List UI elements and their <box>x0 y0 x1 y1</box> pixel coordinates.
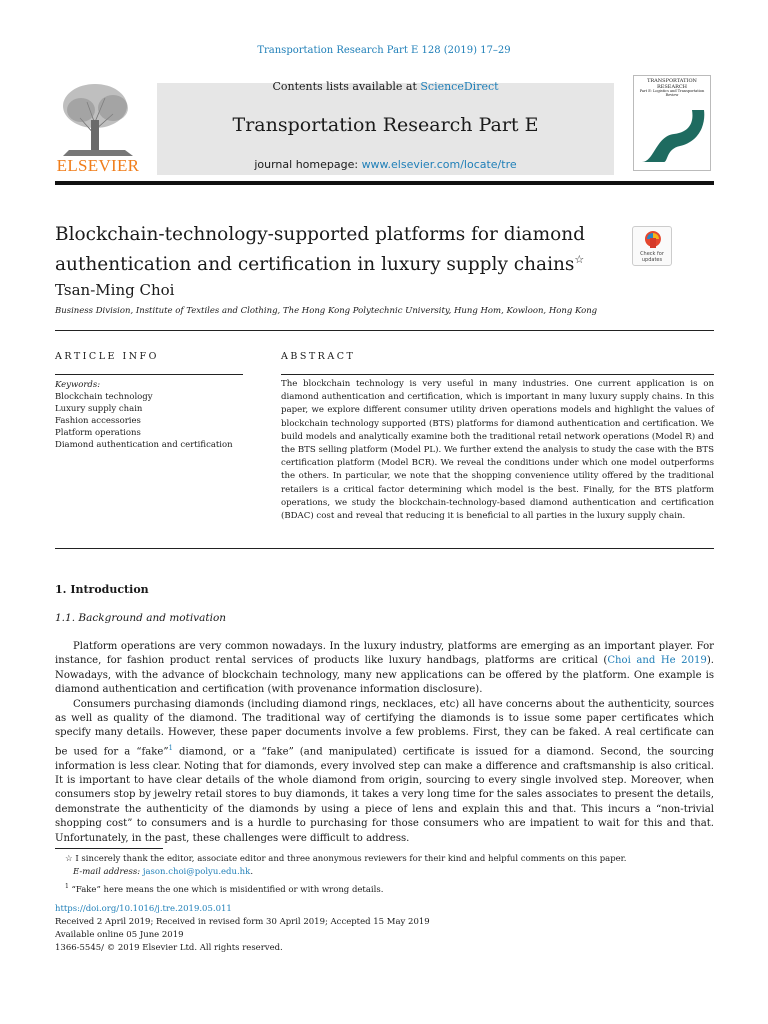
email-link[interactable]: jason.choi@polyu.edu.hk <box>142 867 251 878</box>
journal-title: Transportation Research Part E <box>232 114 539 136</box>
email-end: . <box>250 867 254 878</box>
paragraph-text: ). Nowadays, with the advance of blockchain technology, many new applications can be offered by the platform. One example is diamond authentication and certification (with provenance information disclosure). <box>55 655 714 696</box>
footnote-text: “Fake” here means the one which is misidentified or with wrong details. <box>68 884 384 895</box>
section-heading: 1. Introduction <box>55 583 149 596</box>
keyword-item: Luxury supply chain <box>55 404 143 414</box>
sciencedirect-link[interactable]: ScienceDirect <box>420 80 499 93</box>
cover-subtitle-text: Part E: Logistics and Transportation Review <box>639 89 705 97</box>
abstract-rule <box>281 374 714 375</box>
contents-prefix: Contents lists available at <box>272 80 421 93</box>
cover-title-text: TRANSPORTATION RESEARCH <box>647 78 697 90</box>
footnote-mark: 1 <box>65 882 69 890</box>
publisher-name: ELSEVIER <box>56 156 140 175</box>
paragraph-text: Platform operations are very common nowadays. In the luxury industry, platforms are emerging as an important player. For instance, for fashion product rental services of products like luxury handbags, platforms are critical ( <box>55 641 714 667</box>
paragraph-text: Consumers purchasing diamonds (including diamond rings, necklaces, etc) all have concerns about the authenticity, sources as well as quality of the diamond. The traditional way of certifying the diamonds is to issue some paper certificates which specify many details. However, these paper documents involve a few problems. First, they can be faked. A real certificate can be used for a “fake” <box>55 698 714 758</box>
author-name[interactable]: Tsan-Ming Choi <box>55 281 175 299</box>
crossmark-icon <box>644 230 662 250</box>
footnote-text: I sincerely thank the editor, associate editor and three anonymous reviewers for their kind and helpful comments on this paper. <box>72 854 627 864</box>
article-title-text: Blockchain-technology-supported platforms for diamond authentication and certification in luxury supply chains <box>55 224 586 276</box>
subsection-heading: 1.1. Background and motivation <box>55 612 227 624</box>
footnote-rule <box>55 848 163 849</box>
cover-title <box>637 79 707 98</box>
paragraph <box>55 698 714 846</box>
title-footnote-mark[interactable]: ☆ <box>574 253 585 266</box>
copyright-line: 1366-5545/ © 2019 Elsevier Ltd. All rights reserved. <box>55 943 283 953</box>
keywords-label: Keywords: <box>55 380 101 390</box>
contents-line <box>157 80 614 93</box>
email-label: E-mail address: <box>73 867 143 878</box>
abstract-end-rule <box>55 548 714 549</box>
keywords-block <box>55 379 233 451</box>
author-affiliation: Business Division, Institute of Textiles and Clothing, The Hong Kong Polytechnic University, Hung Hom, Kowloon, Hong Kong <box>55 306 598 316</box>
abstract-heading: ABSTRACT <box>281 351 356 362</box>
doi-link[interactable]: https://doi.org/10.1016/j.tre.2019.05.011 <box>55 904 232 914</box>
keyword-item: Blockchain technology <box>55 392 153 402</box>
footnote-1 <box>55 880 714 897</box>
title-rule <box>55 330 714 331</box>
paragraph-text: diamond, or a “fake” (and manipulated) certificate is issued for a diamond. Second, the sourcing information is less clear. Noting that for diamonds, every involved step can make a difference and craftsmanship is also critical. It is important to have clear details of the whole diamond from origin, sourcing to every single involved step. Moreover, when consumers stop by jewelry retail stores to buy diamonds, it takes a very long time for the sales associates to present the details, demonstrate the authenticity of the diamonds by using a piece of lens and explain this and that. This incurs a “non-trivial shopping cost” to consumers and is a hurdle to purchasing for those consumers who are impatient to wait for this and that. Unfortunately, in the past, these challenges were difficult to address. <box>55 746 714 844</box>
available-online: Available online 05 June 2019 <box>55 930 184 940</box>
article-info-heading: ARTICLE INFO <box>55 351 159 362</box>
keyword-item: Diamond authentication and certification <box>55 440 233 450</box>
journal-homepage <box>157 158 614 171</box>
keyword-item: Platform operations <box>55 428 141 438</box>
footnote-acknowledgement <box>55 853 714 866</box>
received-dates: Received 2 April 2019; Received in revised form 30 April 2019; Accepted 15 May 2019 <box>55 917 430 927</box>
check-for-updates-button[interactable] <box>632 226 672 266</box>
footnote-mark: ☆ <box>65 854 73 864</box>
crossmark-label: Check for updates <box>640 251 664 263</box>
citation-link[interactable]: Choi and He 2019 <box>607 655 707 667</box>
footnote-email <box>55 866 714 879</box>
article-title <box>55 222 615 277</box>
keyword-item: Fashion accessories <box>55 416 141 426</box>
homepage-link[interactable]: www.elsevier.com/locate/tre <box>361 158 517 171</box>
footnote-link[interactable]: 1 <box>168 743 173 752</box>
paragraph <box>55 640 714 698</box>
journal-reference[interactable] <box>0 45 768 56</box>
homepage-prefix: journal homepage: <box>254 158 362 171</box>
footnotes <box>55 853 714 897</box>
journal-reference-link[interactable]: Transportation Research Part E 128 (2019) 17–29 <box>257 45 511 56</box>
body-text <box>55 640 714 846</box>
abstract-text: The blockchain technology is very useful in many industries. One current application is on diamond authentication and certification, which is important in many luxury supply chains. In this paper, we explore different consumer utility driven operations models and highlight the values of blockchain technology supported (BTS) platforms for diamond authentication and certification. We build models and analytically examine both the traditional retail network operations (Model R) and the BTS selling platform (Model PL). We further extend the analysis to study the case with the BTS certification platform (Model BCR). We reveal the conditions under which one model outperforms the others. In particular, we note that the shopping convenience utility offered by the traditional retailers is a critical factor determining which model is the best. Finally, for the BTS platform operations, we study the blockchain-technology-based diamond authentication and certification (BDAC) cost and reveal that reducing it is beneficial to all parties in the luxury supply chain. <box>281 379 714 522</box>
article-info-rule <box>55 374 243 375</box>
header-rule <box>55 181 714 185</box>
article-metadata <box>55 903 430 955</box>
journal-cover-thumbnail[interactable] <box>633 75 711 171</box>
